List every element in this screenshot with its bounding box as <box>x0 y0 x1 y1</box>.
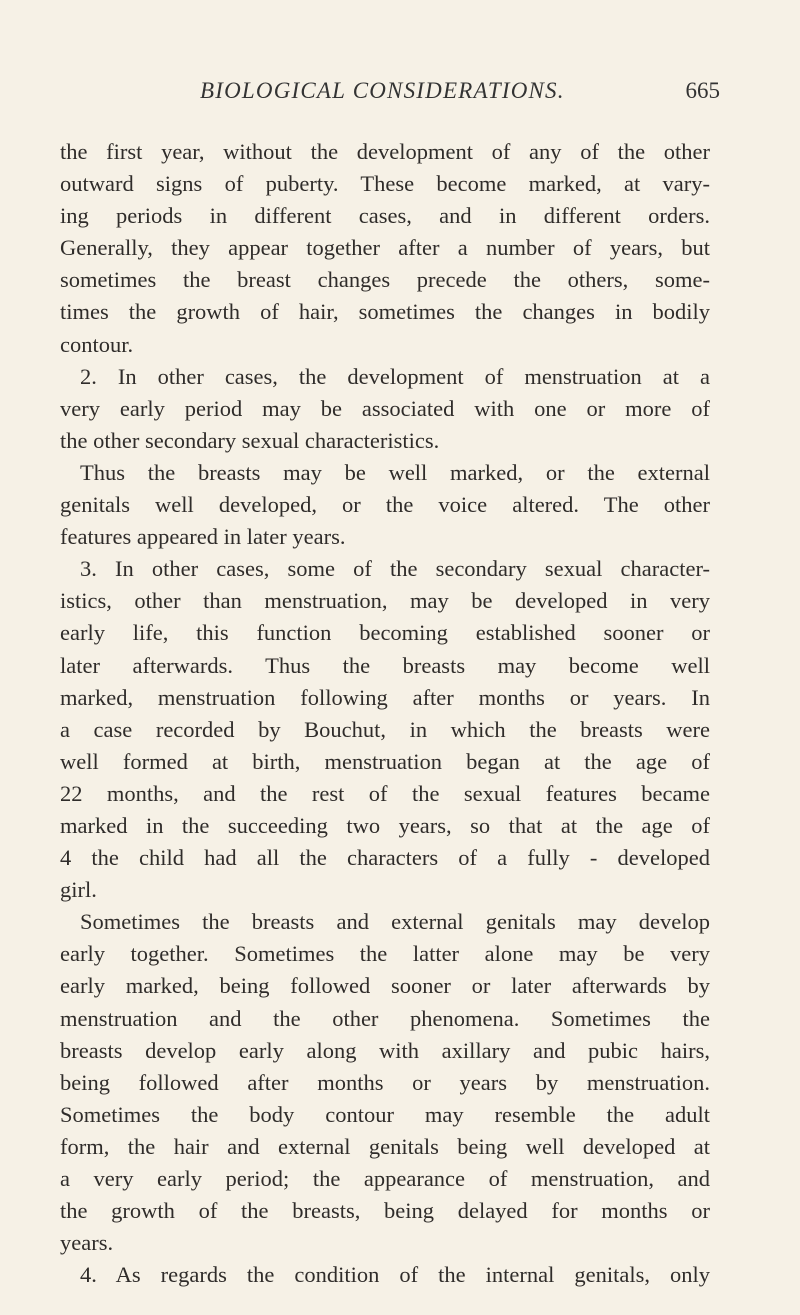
text-line: ing periods in different cases, and in different orders. <box>60 203 710 229</box>
text-line: form, the hair and external genitals being well developed at <box>60 1133 710 1159</box>
text-line: genitals well developed, or the voice altered. The other <box>60 492 710 518</box>
running-header <box>200 78 720 112</box>
text-line: marked, menstruation following after months or years. In <box>60 684 710 710</box>
text-line: early life, this function becoming established sooner or <box>60 620 710 646</box>
text-line: early marked, being followed sooner or later afterwards by <box>60 973 710 999</box>
text-line: the other secondary sexual characteristics. <box>60 427 440 453</box>
text-line: Sometimes the breasts and external genitals may develop <box>80 909 710 935</box>
text-line: outward signs of puberty. These become marked, at vary- <box>60 171 710 197</box>
text-line: Generally, they appear together after a number of years, but <box>60 235 710 261</box>
running-title: BIOLOGICAL CONSIDERATIONS. <box>200 78 565 103</box>
text-line: the first year, without the development of any of the other <box>60 139 710 164</box>
text-line: 2. In other cases, the development of menstruation at a <box>80 363 710 389</box>
text-line: 4 the child had all the characters of a fully - developed <box>60 845 710 871</box>
text-line: years. <box>60 1230 114 1256</box>
text-line: 3. In other cases, some of the secondary sexual character- <box>80 556 710 582</box>
text-line: breasts develop early along with axillary and pubic hairs, <box>60 1037 710 1063</box>
text-line: early together. Sometimes the latter alone may be very <box>60 941 710 967</box>
text-line: well formed at birth, menstruation began at the age of <box>60 748 710 774</box>
text-line: a very early period; the appearance of menstruation, and <box>60 1166 710 1191</box>
text-line: a case recorded by Bouchut, in which the breasts were <box>60 716 710 742</box>
text-line: istics, other than menstruation, may be developed in very <box>60 588 710 614</box>
text-line: sometimes the breast changes precede the others, some- <box>60 267 710 293</box>
text-line: times the growth of hair, sometimes the changes in bodily <box>60 299 710 325</box>
text-line: 22 months, and the rest of the sexual features became <box>60 780 710 806</box>
text-line: marked in the succeeding two years, so that at the age of <box>60 812 710 838</box>
text-line: later afterwards. Thus the breasts may become well <box>60 652 710 678</box>
text-line: girl. <box>60 877 97 903</box>
text-line: the growth of the breasts, being delayed for months or <box>60 1198 710 1224</box>
text-line: 4. As regards the condition of the internal genitals, only <box>80 1262 710 1288</box>
text-line: being followed after months or years by menstruation. <box>60 1069 710 1095</box>
text-line: very early period may be associated with one or more of <box>60 395 710 421</box>
text-line: Thus the breasts may be well marked, or the external <box>80 459 710 485</box>
text-line: contour. <box>60 331 134 357</box>
body-text <box>60 136 710 1291</box>
text-line: menstruation and the other phenomena. Sometimes the <box>60 1005 710 1031</box>
text-line: features appeared in later years. <box>60 524 346 550</box>
text-line: Sometimes the body contour may resemble the adult <box>60 1101 710 1127</box>
page-number: 665 <box>685 78 720 103</box>
